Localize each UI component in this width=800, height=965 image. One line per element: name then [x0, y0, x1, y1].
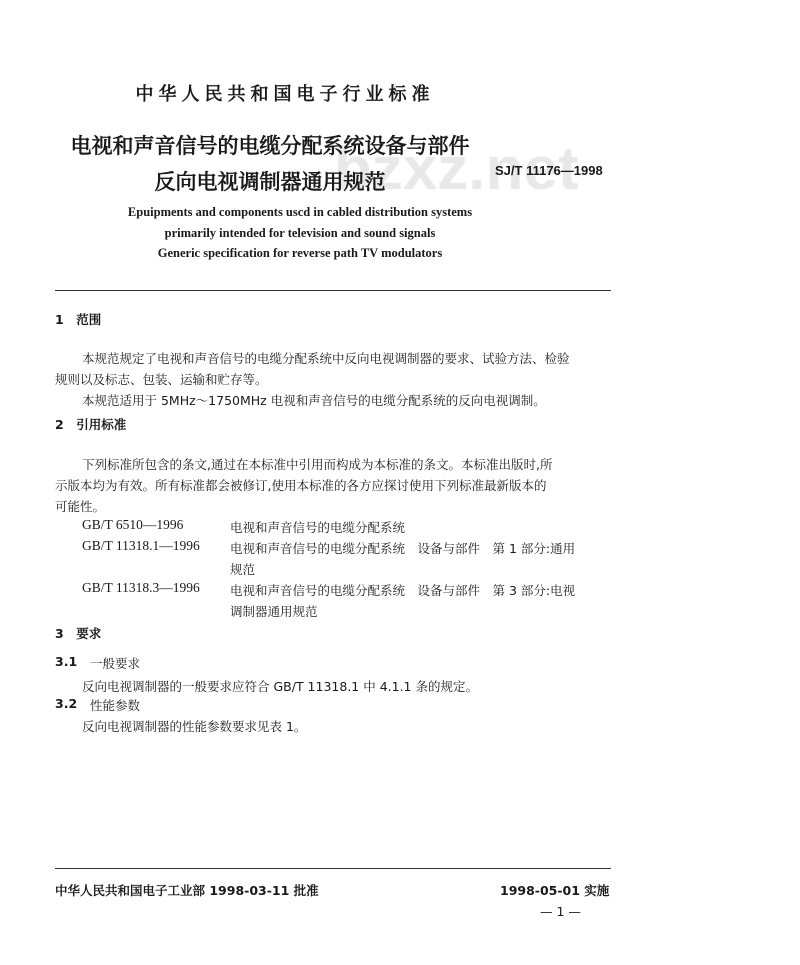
ref-title: 电视和声音信号的电缆分配系统 设备与部件 第 1 部分:通用 — [230, 541, 576, 556]
paragraph-line: 下列标准所包含的条文,通过在本标准中引用而构成为本标准的条文。本标准出版时,所 — [82, 457, 553, 472]
ref-code: GB/T 11318.3—1996 — [82, 580, 200, 595]
page-number: — 1 — — [540, 904, 581, 919]
title-line-2: 反向电视调制器通用规范 — [154, 170, 386, 194]
subsection-number: 3.2 — [55, 696, 78, 711]
standard-code: SJ/T 11176—1998 — [495, 163, 603, 178]
paragraph-line: 可能性。 — [55, 499, 106, 514]
title-line-1: 电视和声音信号的电缆分配系统设备与部件 — [70, 134, 470, 158]
divider — [55, 290, 611, 291]
section-2-heading: 2 引用标准 — [55, 417, 127, 432]
paragraph-line: 本规范规定了电视和声音信号的电缆分配系统中反向电视调制器的要求、试验方法、检验 — [82, 351, 570, 366]
effective-date: 1998-05-01 实施 — [500, 883, 610, 898]
ref-code: GB/T 6510—1996 — [82, 517, 184, 532]
ref-title-cont: 调制器通用规范 — [230, 604, 318, 619]
section-1-heading: 1 范围 — [55, 312, 102, 327]
paragraph-line: 示版本均为有效。所有标准都会被修订,使用本标准的各方应探讨使用下列标准最新版本的 — [55, 478, 547, 493]
standard-header: 中华人民共和国电子行业标准 — [135, 84, 435, 105]
subsection-title: 一般要求 — [90, 656, 141, 671]
ref-code: GB/T 11318.1—1996 — [82, 538, 200, 553]
paragraph-line: 规则以及标志、包装、运输和贮存等。 — [55, 372, 268, 387]
approval-date: 中华人民共和国电子工业部 1998-03-11 批准 — [55, 883, 319, 898]
english-title-1: Epuipments and components uscd in cabled distribution systems — [127, 205, 473, 219]
english-title-2: primarily intended for television and sound signals — [164, 226, 436, 240]
english-title-3: Generic specification for reverse path TV modulators — [157, 246, 443, 260]
ref-title-cont: 规范 — [230, 562, 256, 577]
paragraph-line: 反向电视调制器的一般要求应符合 GB/T 11318.1 中 4.1.1 条的规定。 — [82, 679, 478, 694]
ref-title: 电视和声音信号的电缆分配系统 — [230, 520, 406, 535]
ref-title: 电视和声音信号的电缆分配系统 设备与部件 第 3 部分:电视 — [230, 583, 576, 598]
subsection-number: 3.1 — [55, 654, 78, 669]
footer-divider — [55, 868, 611, 869]
paragraph-line: 本规范适用于 5MHz～1750MHz 电视和声音信号的电缆分配系统的反向电视调制。 — [82, 393, 546, 408]
paragraph-line: 反向电视调制器的性能参数要求见表 1。 — [82, 719, 307, 734]
subsection-title: 性能参数 — [90, 698, 141, 713]
section-3-heading: 3 要求 — [55, 626, 102, 641]
